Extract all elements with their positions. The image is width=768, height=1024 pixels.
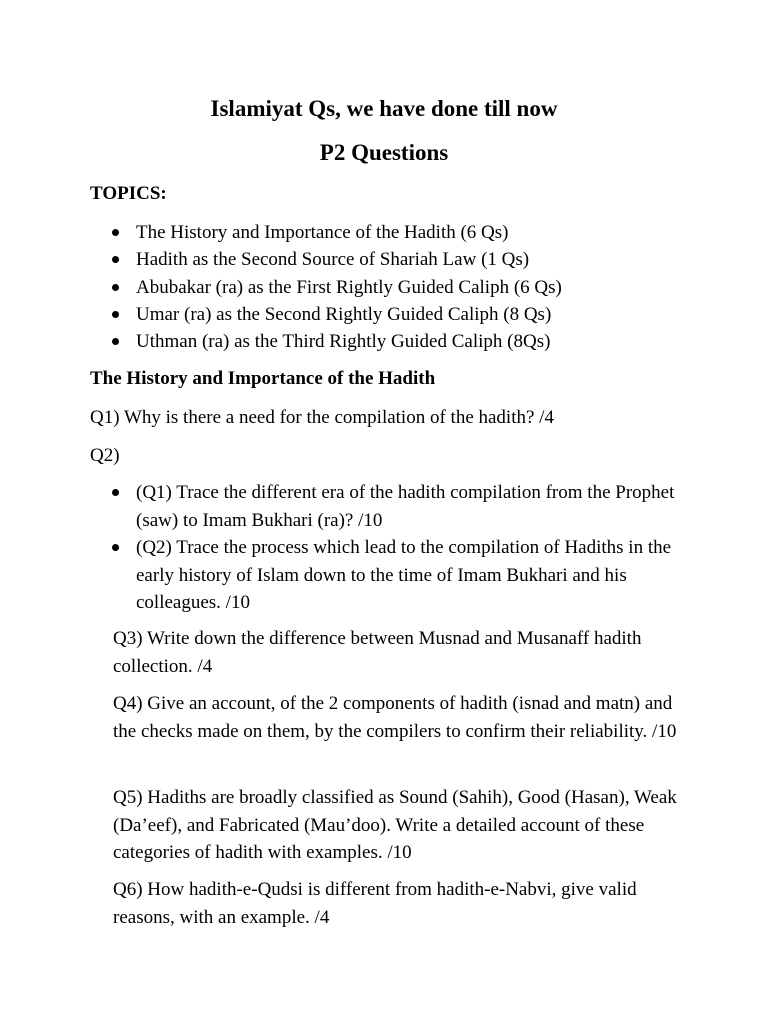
- topics-list: [90, 219, 562, 355]
- bullet-icon: [112, 489, 119, 496]
- q2-sub-questions: [90, 479, 690, 617]
- list-item: [90, 479, 690, 534]
- document-title: Islamiyat Qs, we have done till now: [210, 96, 558, 121]
- list-item: [90, 328, 562, 355]
- bullet-icon: [112, 256, 119, 263]
- bullet-icon: [112, 338, 119, 345]
- topic-text: Umar (ra) as the Second Rightly Guided Caliph (8 Qs): [136, 303, 552, 325]
- section-heading: The History and Importance of the Hadith: [90, 368, 436, 389]
- bullet-icon: [112, 544, 119, 551]
- document-subtitle: P2 Questions: [319, 140, 449, 165]
- bullet-icon: [112, 229, 119, 236]
- topics-label: TOPICS:: [90, 183, 167, 204]
- topic-text: Hadith as the Second Source of Shariah Law (1 Qs): [136, 249, 530, 271]
- bullet-icon: [112, 311, 119, 318]
- question-q6: Q6) How hadith-e-Qudsi is different from hadith-e-Nabvi, give valid reasons, with an example. /4: [113, 879, 637, 928]
- topic-text: Abubakar (ra) as the First Rightly Guided Caliph (6 Qs): [136, 276, 562, 298]
- topic-text: The History and Importance of the Hadith (6 Qs): [136, 222, 509, 243]
- list-item: [90, 219, 562, 246]
- bullet-icon: [112, 284, 119, 291]
- list-item: [90, 534, 690, 617]
- topic-text: Uthman (ra) as the Third Rightly Guided Caliph (8Qs): [136, 331, 551, 353]
- question-q2-label: Q2): [90, 445, 120, 466]
- sub-question-text: (Q1) Trace the different era of the hadith compilation from the Prophet (saw) to Imam Bukhari (ra)? /10: [136, 482, 675, 531]
- sub-question-text: (Q2) Trace the process which lead to the compilation of Hadiths in the early history of Islam down to the time of Imam Bukhari and his colleagues. /10: [136, 537, 672, 613]
- list-item: [90, 301, 562, 328]
- list-item: [90, 274, 562, 301]
- question-q5: Q5) Hadiths are broadly classified as Sound (Sahih), Good (Hasan), Weak (Da’eef), and Fabricated (Mau’doo). Write a detailed account of these categories of hadith with examples. /10: [113, 787, 677, 863]
- list-item: [90, 246, 562, 273]
- question-q4: Q4) Give an account, of the 2 components of hadith (isnad and matn) and the checks made on them, by the compilers to confirm their reliability. /10: [113, 693, 677, 742]
- question-q3: Q3) Write down the difference between Musnad and Musanaff hadith collection. /4: [113, 628, 642, 677]
- question-q1: Q1) Why is there a need for the compilation of the hadith? /4: [90, 407, 554, 428]
